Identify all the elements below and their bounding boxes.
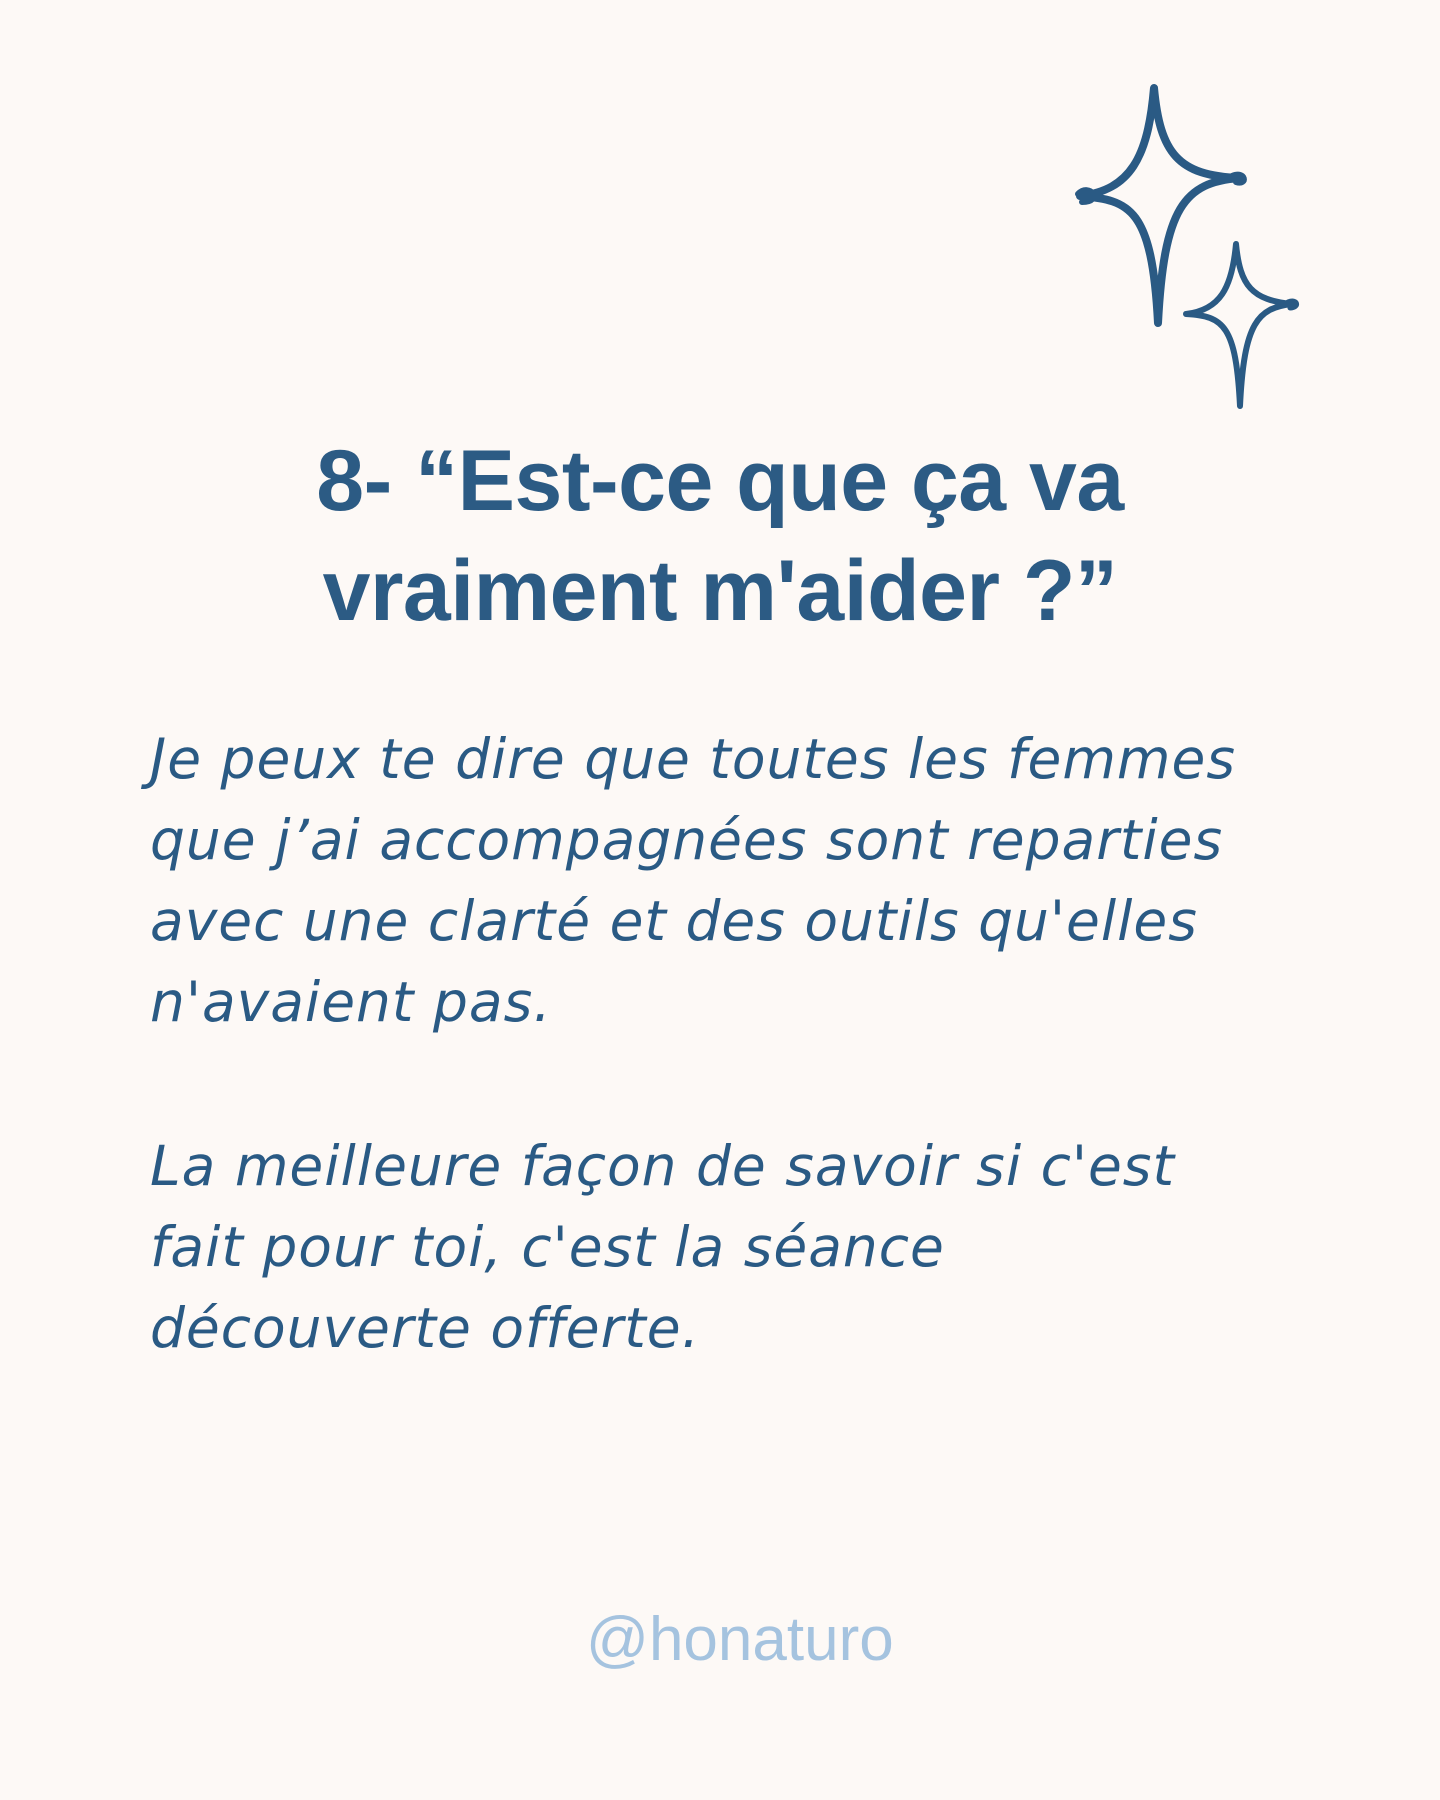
paragraph-testimonial	[150, 719, 1350, 1043]
paragraph-line: découverte offerte.	[150, 1296, 701, 1360]
large-sparkle-icon	[1080, 88, 1240, 323]
title-line: 8- “Est-ce que ça va	[316, 433, 1124, 529]
small-sparkle-icon	[1186, 244, 1292, 406]
paragraph-line: que j’ai accompagnées sont reparties	[150, 808, 1224, 872]
paragraph-line: avec une clarté et des outils qu'elles	[150, 889, 1198, 953]
title-line: vraiment m'aider ?”	[322, 543, 1118, 639]
paragraph-line: Je peux te dire que toutes les femmes	[150, 727, 1237, 791]
paragraph-offer	[150, 1126, 1350, 1369]
paragraph-line: La meilleure façon de savoir si c'est	[150, 1134, 1176, 1198]
social-handle: @honaturo	[586, 1605, 894, 1674]
sparkles-icon	[1060, 78, 1310, 418]
page-title	[0, 426, 1440, 646]
paragraph-line: fait pour toi, c'est la séance	[150, 1215, 945, 1279]
paragraph-line: n'avaient pas.	[150, 970, 552, 1034]
